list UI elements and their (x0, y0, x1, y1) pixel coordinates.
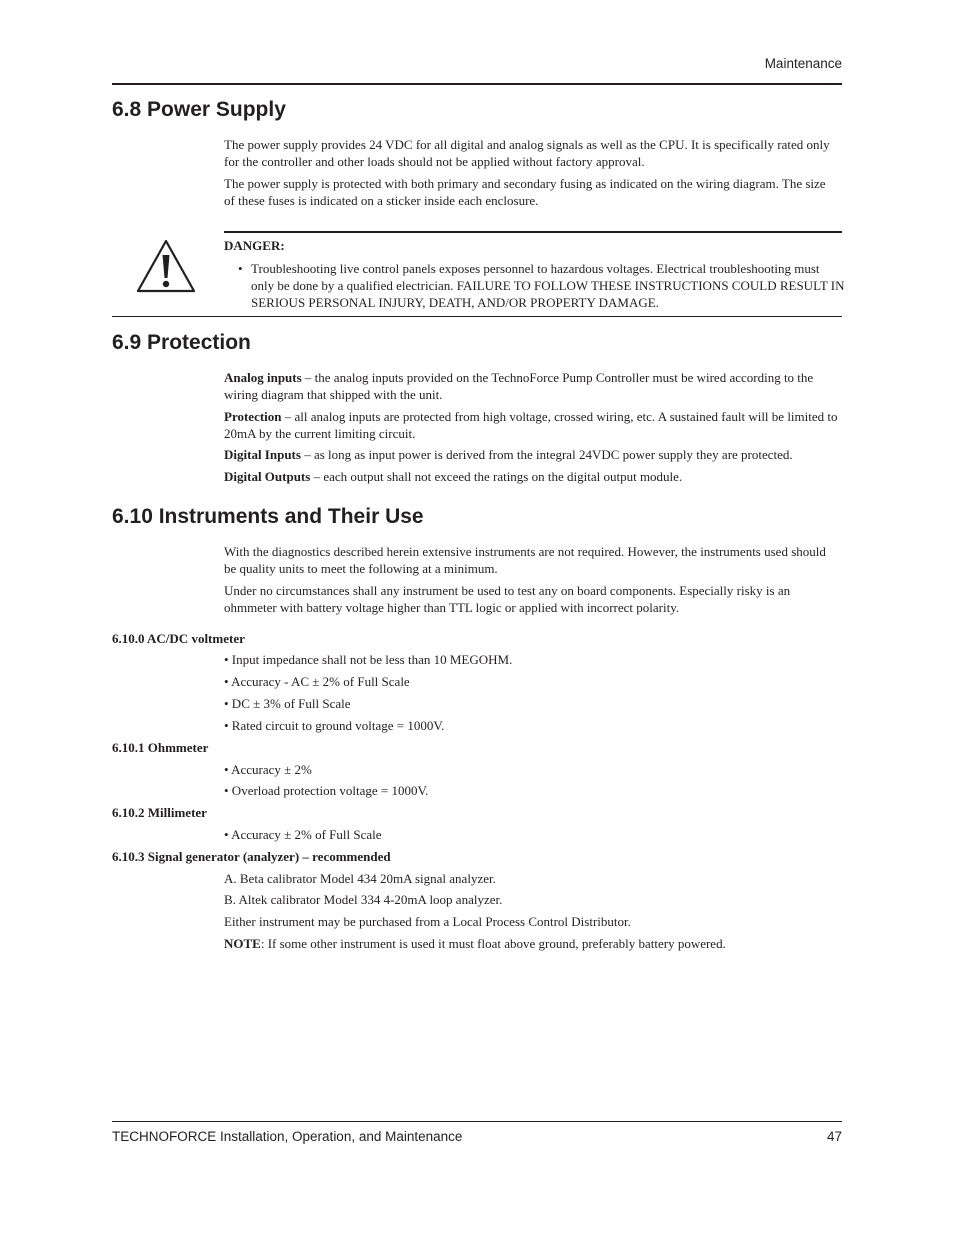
note-line (224, 936, 726, 952)
list-item: • Accuracy - AC ± 2% of Full Scale (224, 674, 410, 689)
note-label: NOTE (224, 936, 261, 951)
list-item: B. Altek calibrator Model 334 4-20mA loop analyzer. (224, 892, 503, 907)
protection-term: Digital Outputs (224, 468, 311, 484)
danger-top-rule (224, 231, 842, 233)
protection-item-protection (224, 408, 839, 442)
list-item: • Accuracy ± 2% (224, 762, 312, 777)
section-heading-protection: 6.9 Protection (112, 331, 251, 354)
note-text: : If some other instrument is used it must float above ground, preferably battery powered. (260, 936, 726, 951)
protection-item-digital-outputs (224, 468, 839, 485)
danger-bullet: • (238, 261, 243, 276)
instruments-paragraph-2: Under no circumstances shall any instrument be used to test any on board components. Especially risky is an ohmmeter with battery voltage higher than TTL logic or applied with incorrect polarity. (224, 582, 791, 615)
footer-doc-title: TECHNOFORCE Installation, Operation, and Maintenance (112, 1129, 463, 1144)
section-heading-power-supply: 6.8 Power Supply (112, 98, 286, 121)
section-heading-instruments: 6.10 Instruments and Their Use (112, 505, 424, 528)
list-item: Either instrument may be purchased from a Local Process Control Distributor. (224, 914, 631, 929)
warning-triangle-icon (136, 239, 196, 293)
danger-bottom-rule (112, 316, 842, 317)
subheading-signal-generator: 6.10.3 Signal generator (analyzer) – recommended (112, 849, 391, 864)
list-item: • Accuracy ± 2% of Full Scale (224, 827, 382, 842)
header-rule (112, 83, 842, 85)
instruments-body (224, 543, 839, 620)
subheading-ohmmeter: 6.10.1 Ohmmeter (112, 740, 209, 755)
running-header: Maintenance (764, 56, 842, 71)
protection-text: – as long as input power is derived from the integral 24VDC power supply they are protected. (300, 447, 793, 462)
footer-rule (112, 1121, 842, 1122)
protection-text: – the analog inputs provided on the TechnoForce Pump Controller must be wired according to the wiring diagram that shipped with the unit. (224, 370, 814, 402)
protection-text: – each output shall not exceed the ratings on the digital output module. (310, 468, 683, 484)
danger-title: DANGER: (224, 238, 285, 253)
protection-term: Digital Inputs (224, 447, 301, 462)
list-item: A. Beta calibrator Model 434 20mA signal analyzer. (224, 871, 496, 886)
page-number: 47 (826, 1129, 842, 1144)
protection-term: Analog inputs (224, 370, 302, 385)
subheading-voltmeter: 6.10.0 AC/DC voltmeter (112, 631, 245, 646)
list-item: • Overload protection voltage = 1000V. (224, 783, 429, 798)
subheading-millimeter: 6.10.2 Millimeter (112, 805, 207, 820)
list-item: • Rated circuit to ground voltage = 1000V. (224, 718, 445, 733)
protection-text: – all analog inputs are protected from high voltage, crossed wiring, etc. A sustained fault will be limited to 20mA by the current limiting circuit. (224, 408, 838, 441)
danger-text: Troubleshooting live control panels exposes personnel to hazardous voltages. Electrical troubleshooting must only be done by a qualified electrician. FAILURE TO FOLLOW THESE INSTRUCTIONS COULD RESULT IN SERIOUS PERSONAL INJURY, DEATH, AND/OR PROPERTY DAMAGE. (251, 261, 845, 310)
danger-callout (112, 231, 845, 317)
power-supply-paragraph-2: The power supply is protected with both primary and secondary fusing as indicated on the wiring diagram. The size of these fuses is indicated on a sticker inside each enclosure. (224, 175, 826, 208)
protection-item-digital-inputs (224, 446, 839, 463)
power-supply-paragraph-1: The power supply provides 24 VDC for all digital and analog signals as well as the CPU. It is specifically rated only for the controller and other loads should not be applied without factory approval. (224, 137, 830, 169)
list-item: • DC ± 3% of Full Scale (224, 696, 351, 711)
protection-term: Protection (224, 408, 282, 424)
instruments-paragraph-1: With the diagnostics described herein extensive instruments are not required. However, the instruments used should be quality units to meet the following at a minimum. (224, 544, 826, 576)
power-supply-body (224, 136, 839, 213)
protection-item-analog-inputs (224, 369, 839, 403)
list-item: • Input impedance shall not be less than 10 MEGOHM. (224, 652, 513, 667)
protection-body (224, 369, 839, 489)
